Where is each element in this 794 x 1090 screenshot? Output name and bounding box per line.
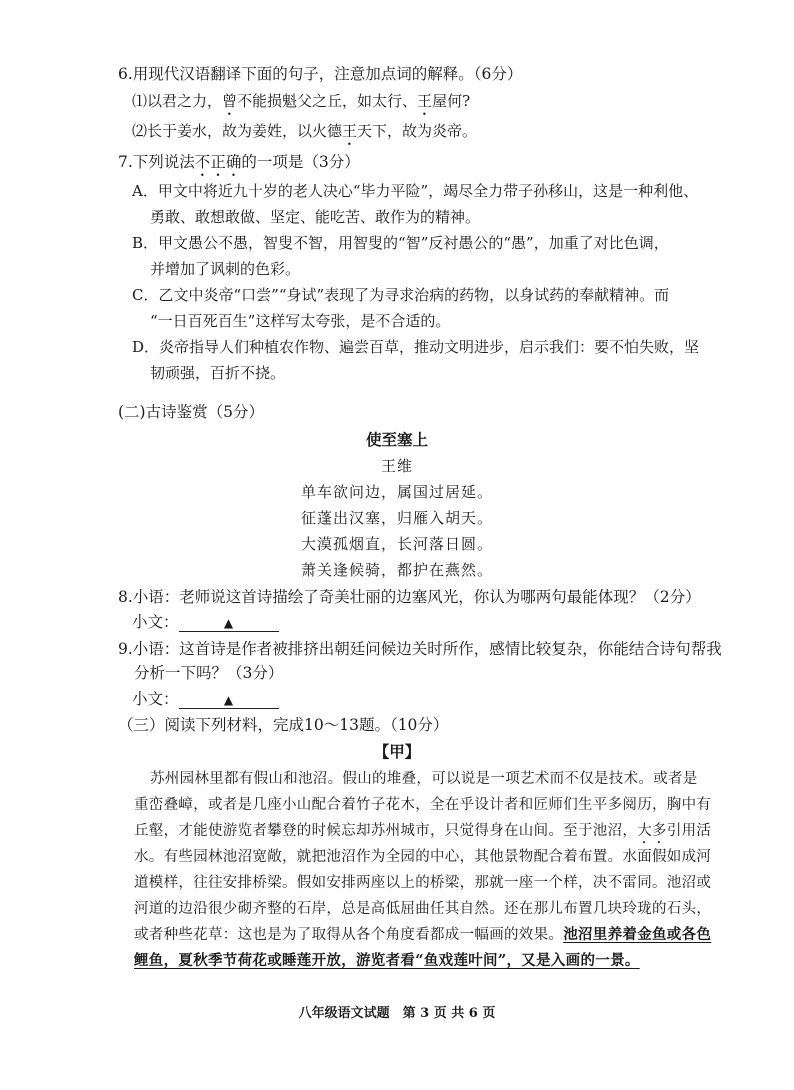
q8-stem: 8.小语：老师说这首诗描绘了奇美壮丽的边塞风光，你认为哪两句最能体现？（2分） bbox=[118, 588, 701, 606]
q7-stem-pre: 7.下列说法 bbox=[118, 153, 195, 171]
q7-option-d-line-2: 韧顽强，百折不挠。 bbox=[150, 364, 286, 382]
passage-line-6: 河道的边沿很少砌齐整的石岸，总是高低屈曲任其自然。还在那儿布置几块玲珑的石头， bbox=[134, 901, 712, 917]
q6-s2-dotted-1: 王 bbox=[342, 122, 358, 140]
q6-s1-post: 屋何? bbox=[432, 92, 471, 110]
passage-line-8 bbox=[134, 949, 640, 970]
poem-line-1: 单车欲问边，属国过居延。 bbox=[300, 483, 493, 501]
q7-option-c-line-1: C．乙文中炎帝“口尝”“身试”表现了为寻求治病的药物，以身试药的奉献精神。而 bbox=[132, 286, 670, 304]
q6-s1-pre: ⑴以君之力， bbox=[132, 92, 223, 110]
passage-line-5: 道模样，往往安排桥梁。假如安排两座以上的桥梁，那就一座一个样，决不雷同。池沼或 bbox=[134, 875, 712, 891]
passage-line-4: 水。有些园林池沼宽敞，就把池沼作为全园的中心，其他景物配合着布置。水面假如成河 bbox=[134, 849, 712, 865]
q6-s2-post: 天下，故为炎帝。 bbox=[357, 122, 478, 140]
q8-answer-label: 小文： bbox=[132, 613, 179, 631]
passage-line-3 bbox=[134, 819, 711, 847]
triangle-icon: ▲ bbox=[223, 616, 234, 630]
q7-option-b-line-2: 并增加了讽刺的色彩。 bbox=[150, 260, 301, 278]
q9-stem-line-2: 分析一下吗？（3分） bbox=[134, 664, 284, 682]
q6-s1-dotted-1: 曾 bbox=[222, 92, 238, 110]
q6-s2-pre: ⑵长于姜水，故为姜姓，以火德 bbox=[132, 122, 343, 140]
q6-sentence-2 bbox=[132, 120, 477, 149]
section-3-heading: （三）阅读下列材料，完成10～13题。（10分） bbox=[118, 716, 449, 734]
poem-line-2: 征蓬出汉塞，归雁入胡天。 bbox=[300, 509, 493, 527]
poem-author: 王维 bbox=[380, 457, 413, 475]
passage-line-3-post: 引用活 bbox=[666, 823, 712, 839]
q9-answer-label: 小文： bbox=[132, 690, 179, 708]
passage-line-7-underlined: 池沼里养着金鱼或各色 bbox=[563, 926, 712, 943]
passage-line-8-underlined: 鲤鱼，夏秋季节荷花或睡莲开放，游览者看“鱼戏莲叶间”，又是入画的一景。 bbox=[134, 952, 640, 969]
q7-option-d-line-1: D．炎帝指导人们种植农作物、遍尝百草，推动文明进步，启示我们：要不怕失败，坚 bbox=[132, 338, 700, 356]
poem-title: 使至塞上 bbox=[365, 430, 428, 449]
passage-line-3-dotted-1: 大 bbox=[637, 823, 653, 839]
triangle-icon: ▲ bbox=[223, 693, 234, 707]
q7-option-a-line-2: 勇敢、敢想敢做、坚定、能吃苦、敢作为的精神。 bbox=[150, 208, 481, 226]
passage-line-3-pre: 丘壑，才能使游览者攀登的时候忘却苏州城市，只觉得身在山间。至于池沼， bbox=[134, 823, 638, 839]
passage-line-7-pre: 或者种些花草：这也是为了取得从各个角度看都成一幅画的效果。 bbox=[134, 927, 564, 943]
q8-answer-blank[interactable] bbox=[179, 613, 279, 632]
passage-line-1: 苏州园林里都有假山和池沼。假山的堆叠，可以说是一项艺术而不仅是技术。或者是 bbox=[150, 771, 698, 787]
q7-stem-dotted-1: 不 bbox=[194, 153, 211, 171]
section-2-heading: (二)古诗鉴赏（5分） bbox=[118, 403, 264, 421]
q6-s1-mid: 不能损魁父之丘，如太行、 bbox=[237, 92, 418, 110]
q7-stem-dotted-3: 确 bbox=[225, 153, 242, 171]
passage-line-7 bbox=[134, 923, 711, 944]
q7-stem-post: 的一项是（3分） bbox=[241, 153, 360, 171]
q7-option-c-line-2: “一日百死百生”这样写太夸张，是不合适的。 bbox=[150, 312, 451, 330]
q7-stem-dotted-2: 正 bbox=[210, 153, 226, 171]
q9-stem-line-1: 9.小语：这首诗是作者被排挤出朝廷问候边关时所作，感情比较复杂，你能结合诗句帮我 bbox=[118, 640, 722, 658]
q6-stem: 6.用现代汉语翻译下面的句子，注意加点词的解释。（6分） bbox=[118, 65, 523, 83]
q8-answer-line bbox=[132, 610, 279, 632]
passage-line-2: 重峦叠嶂，或者是几座小山配合着竹子花木，全在乎设计者和匠师们生平多阅历，胸中有 bbox=[134, 797, 712, 813]
passage-line-3-dotted-2: 多 bbox=[652, 823, 667, 839]
q6-sentence-1 bbox=[132, 90, 470, 119]
q7-option-b-line-1: B．甲文愚公不愚，智叟不智，用智叟的“智”反衬愚公的“愚”，加重了对比色调， bbox=[132, 234, 669, 252]
passage-jia-label: 【甲】 bbox=[373, 742, 421, 761]
poem-line-3: 大漠孤烟直，长河落日圆。 bbox=[300, 535, 493, 553]
q7-option-a-line-1: A．甲文中将近九十岁的老人决心“毕力平险”，竭尽全力带子孙移山，这是一种利他、 bbox=[132, 182, 699, 200]
q6-s1-dotted-2: 王 bbox=[417, 92, 433, 110]
poem-line-4: 萧关逢候骑，都护在燕然。 bbox=[300, 561, 493, 579]
page-footer: 八年级语文试题 第 3 页 共 6 页 bbox=[298, 1006, 496, 1021]
q9-answer-blank[interactable] bbox=[179, 690, 279, 709]
q9-answer-line bbox=[132, 687, 279, 709]
q7-stem bbox=[118, 150, 360, 180]
